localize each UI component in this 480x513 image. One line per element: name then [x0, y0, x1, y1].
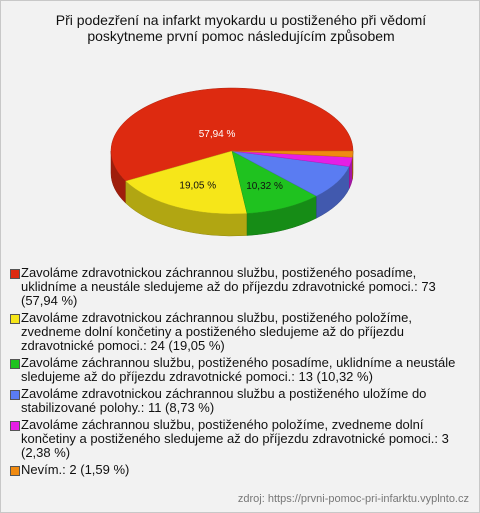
legend-swatch: [10, 314, 20, 324]
legend: [9, 266, 471, 480]
legend-item: [9, 311, 471, 353]
legend-swatch: [10, 466, 20, 476]
legend-item: [9, 266, 471, 308]
legend-swatch: [10, 421, 20, 431]
legend-item: [9, 387, 471, 415]
legend-swatch: [10, 390, 20, 400]
legend-swatch: [10, 269, 20, 279]
legend-label: Nevím.: 2 (1,59 %): [21, 462, 130, 477]
slice-percent-label: 57,94 %: [198, 129, 236, 141]
chart-title: Při podezření na infarkt myokardu u postiženého při vědomí poskytneme první pomoc následujícím způsobem: [55, 12, 427, 44]
slice-percent-label: 10,32 %: [246, 180, 283, 192]
legend-item: [9, 356, 471, 384]
legend-item: [9, 463, 471, 477]
legend-label: Zavoláme zdravotnickou záchrannou službu, postiženého položíme, zvedneme dolní končetiny a postiženého sledujeme až do příjezdu zdravotnické pomoci.: 24 (19,05 %): [21, 310, 412, 353]
source-note: zdroj: https://prvni-pomoc-pri-infarktu.vyplnto.cz: [237, 493, 469, 505]
legend-label: Zavoláme záchrannou službu, postiženého položíme, zvedneme dolní končetiny a postiženého sledujeme až do příjezdu zdravotnické pomoci.: 3 (2,38 %): [21, 417, 449, 460]
legend-label: Zavoláme záchrannou službu, postiženého posadíme, uklidníme a neustále sledujeme až do příjezdu zdravotnické pomoci.: 13 (10,32 %): [21, 355, 456, 384]
legend-item: [9, 418, 471, 460]
legend-swatch: [10, 359, 20, 369]
legend-label: Zavoláme zdravotnickou záchrannou službu, postiženého posadíme, uklidníme a neustále sledujeme až do příjezdu zdravotnické pomoci.: 73 (57,94 %): [21, 265, 436, 308]
legend-label: Zavoláme zdravotnickou záchrannou službu a postiženého uložíme do stabilizované polohy.: 11 (8,73 %): [21, 386, 427, 415]
slice-percent-label: 19,05 %: [179, 180, 217, 192]
pie-chart: [1, 61, 480, 261]
